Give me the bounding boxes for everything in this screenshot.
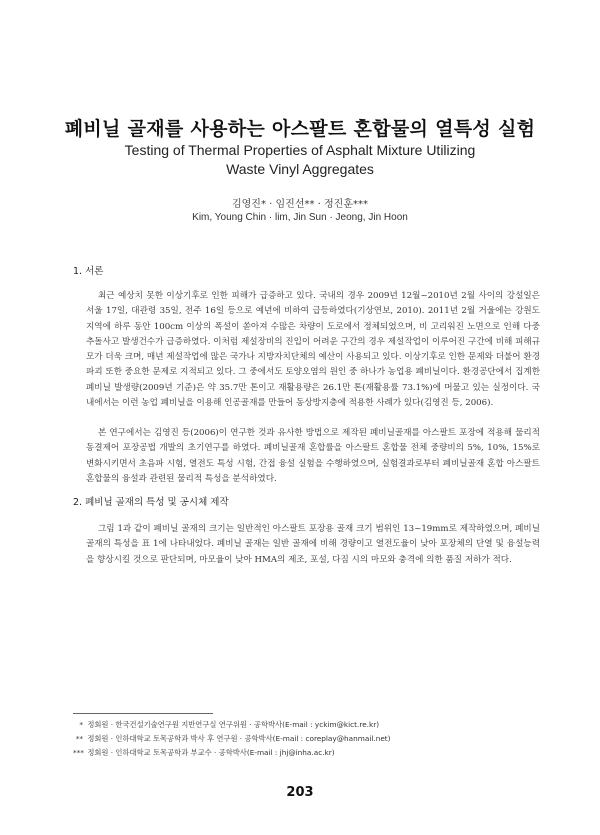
footnote-text: 정회원 · 한국건설기술연구원 지반연구실 연구위원 · 공학박사(E-mail : yckim@kict.re.kr) <box>87 720 380 729</box>
paper-title-english-line2: Waste Vinyl Aggregates <box>226 161 374 177</box>
footnote-item <box>73 732 391 746</box>
authors-english: Kim, Young Chin · lim, Jin Sun · Jeong, Jin Hoon <box>192 212 408 223</box>
footnote-item <box>73 746 391 760</box>
page-number: 203 <box>286 785 314 800</box>
footnote-item <box>73 718 391 732</box>
section-heading-materials: 2. 폐비닐 골재의 특성 및 공시체 제작 <box>73 497 229 508</box>
paper-title-korean: 폐비닐 골재를 사용하는 아스팔트 혼합물의 열특성 실험 <box>64 118 536 140</box>
footnotes <box>73 718 391 760</box>
paper-title-english-line1: Testing of Thermal Properties of Asphalt Mixture Utilizing <box>124 142 476 158</box>
section-2-paragraph-1: 그림 1과 같이 폐비닐 골재의 크기는 일반적인 아스팔트 포장용 골재 크기 범위인 13~19mm로 제작하였으며, 폐비닐 골재의 특성을 표 1에 나타내었다. 폐비닐 골재는 일반 골재에 비해 경량이고 열전도율이 낮아 포장체의 단열 및 융설능력을 향상시킬 것으로 판단되며, 마모율이 낮아 HMA의 제조, 포설, 다짐 시의 마모와 충격에 의한 품질 저하가 적다. <box>86 524 540 565</box>
footnote-text: 정회원 · 인하대학교 토목공학과 박사 후 연구원 · 공학박사(E-mail : coreplay@hanmail.net) <box>87 734 391 743</box>
authors-korean: 김영진* · 임진선** · 정진훈*** <box>231 199 368 210</box>
footnote-mark: ** <box>75 734 83 743</box>
footnote-divider <box>73 713 213 714</box>
footnote-text: 정회원 · 인하대학교 토목공학과 부교수 · 공학박사(E-mail : jhj@inha.ac.kr) <box>87 748 335 757</box>
footnote-mark: *** <box>73 748 84 757</box>
footnote-mark: * <box>79 720 83 729</box>
section-1-paragraph-2: 본 연구에서는 김영진 등(2006)이 연구한 것과 유사한 방법으로 제작된 폐비닐골재를 아스팔트 포장에 적용해 물리적 동결제어 포장공법 개발의 초기연구를 하였다. 폐비닐골재 혼합률을 아스팔트 혼합물 전체 중량비의 5%, 10%, 15%로 변화시키면서 초음파 시험, 열전도 특성 시험, 간접 융설 실험을 수행하였으며, 실험결과로부터 폐비닐골재 혼합 아스팔트 혼합물의 융설과 관련된 물리적 특성을 분석하였다. <box>86 428 540 484</box>
section-heading-introduction: 1. 서론 <box>73 266 104 277</box>
section-1-paragraph-1: 최근 예상치 못한 이상기후로 인한 피해가 급증하고 있다. 국내의 경우 2009년 12월~2010년 2월 사이의 강설일은 서울 17일, 대관령 35일, 전주 16일 등으로 예년에 비하여 급등하였다(기상연보, 2010). 2011년 2월 거울에는 강원도 지역에 하루 동안 100cm 이상의 폭설이 쏟아져 수많은 차량이 도로에서 정체되었으며, 비 고리워진 노면으로 인해 다중 추돌사고 발생건수가 급증하였다. 이처럼 제설장비의 진입이 어려운 구간의 경우 제설작업이 이루어진 구간에 비해 피해규모가 더욱 크며, 매년 제설작업에 많은 국가나 지방자치단체의 예산이 사용되고 있다. 이상기후로 인한 문제와 더불어 환경파괴 또한 중요한 문제로 지적되고 있다. 그 중에서도 토양오염의 원인 중 하나가 농업용 폐비닐이다. 환경공단에서 집계한 폐비닐 발생량(2009년 기준)은 약 35.7만 톤이고 재활용량은 26.1만 톤(재활용률 73.1%)에 머물고 있는 실정이다. 국내에서는 이런 농업 폐비닐을 이용해 인공골재를 만들어 동상방지층에 적용한 사례가 있다(김영진 등, 2006). <box>86 291 540 409</box>
